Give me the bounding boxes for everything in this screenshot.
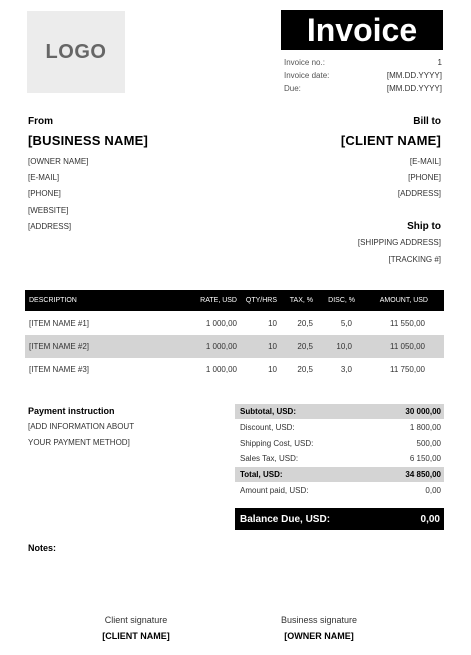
table-row bbox=[25, 358, 444, 381]
table-row bbox=[25, 335, 444, 358]
item-description: [ITEM NAME #3] bbox=[29, 365, 90, 374]
logo-text: LOGO bbox=[45, 40, 107, 63]
item-qty: 10 bbox=[268, 319, 277, 328]
from-address: [ADDRESS] bbox=[28, 222, 72, 231]
invoice-date-row bbox=[284, 71, 442, 80]
item-qty: 10 bbox=[268, 342, 277, 351]
col-description: DESCRIPTION bbox=[29, 297, 77, 304]
item-rate: 1 000,00 bbox=[205, 365, 237, 374]
discount-value: 1 800,00 bbox=[409, 423, 441, 432]
item-description: [ITEM NAME #1] bbox=[29, 319, 90, 328]
subtotal-value: 30 000,00 bbox=[405, 407, 441, 416]
bill-to-phone: [PHONE] bbox=[408, 173, 441, 182]
meta-value: [MM.DD.YYYY] bbox=[386, 71, 442, 80]
payment-line-2: YOUR PAYMENT METHOD] bbox=[28, 438, 130, 447]
bill-to-email: [E-MAIL] bbox=[409, 157, 441, 166]
balance-due-row bbox=[235, 508, 444, 530]
sales-tax-value: 6 150,00 bbox=[409, 454, 441, 463]
item-amount: 11 750,00 bbox=[390, 365, 425, 374]
notes-heading: Notes: bbox=[28, 543, 57, 553]
business-signature-name: [OWNER NAME] bbox=[284, 631, 354, 641]
subtotal-row bbox=[235, 404, 444, 419]
shipping-row bbox=[235, 436, 444, 451]
meta-value: 1 bbox=[437, 58, 442, 67]
discount-row bbox=[235, 420, 444, 435]
col-amount: AMOUNT, USD bbox=[379, 297, 428, 304]
item-amount: 11 050,00 bbox=[390, 342, 425, 351]
balance-label: Balance Due, USD: bbox=[240, 513, 331, 525]
bill-to-address: [ADDRESS] bbox=[397, 189, 441, 198]
sales-tax-label: Sales Tax, USD: bbox=[240, 454, 299, 463]
due-date-row bbox=[284, 84, 442, 93]
amount-paid-label: Amount paid, USD: bbox=[240, 486, 309, 495]
item-qty: 10 bbox=[268, 365, 277, 374]
meta-value: [MM.DD.YYYY] bbox=[386, 84, 442, 93]
logo-placeholder bbox=[27, 11, 125, 93]
item-description: [ITEM NAME #2] bbox=[29, 342, 90, 351]
invoice-number-row bbox=[284, 58, 442, 67]
item-tax: 20,5 bbox=[297, 319, 313, 328]
total-value: 34 850,00 bbox=[405, 470, 441, 479]
balance-value: 0,00 bbox=[420, 513, 440, 525]
from-phone: [PHONE] bbox=[28, 189, 61, 198]
col-tax: TAX, % bbox=[289, 297, 313, 304]
sales-tax-row bbox=[235, 451, 444, 466]
business-name: [BUSINESS NAME] bbox=[28, 133, 149, 148]
meta-label: Invoice date: bbox=[284, 71, 330, 80]
col-qty: QTY/HRS bbox=[245, 297, 277, 304]
item-disc: 3,0 bbox=[340, 365, 352, 374]
item-amount: 11 550,00 bbox=[390, 319, 425, 328]
payment-line-1: [ADD INFORMATION ABOUT bbox=[28, 422, 135, 431]
item-disc: 10,0 bbox=[336, 342, 352, 351]
from-heading: From bbox=[28, 116, 53, 127]
tracking-number: [TRACKING #] bbox=[388, 255, 441, 264]
invoice-title: Invoice bbox=[281, 10, 443, 50]
meta-label: Invoice no.: bbox=[284, 58, 325, 67]
payment-heading: Payment instruction bbox=[28, 406, 115, 416]
shipping-label: Shipping Cost, USD: bbox=[240, 439, 314, 448]
amount-paid-value: 0,00 bbox=[425, 486, 441, 495]
total-row bbox=[235, 467, 444, 482]
col-rate: RATE, USD bbox=[200, 297, 237, 304]
col-disc: DISC, % bbox=[328, 297, 355, 304]
item-tax: 20,5 bbox=[297, 365, 313, 374]
business-signature-label: Business signature bbox=[280, 615, 358, 625]
item-tax: 20,5 bbox=[297, 342, 313, 351]
owner-name: [OWNER NAME] bbox=[28, 157, 89, 166]
client-name: [CLIENT NAME] bbox=[340, 133, 441, 148]
from-email: [E-MAIL] bbox=[28, 173, 60, 182]
items-table-header bbox=[25, 290, 444, 311]
total-label: Total, USD: bbox=[240, 470, 283, 479]
from-website: [WEBSITE] bbox=[28, 206, 69, 215]
subtotal-label: Subtotal, USD: bbox=[240, 407, 296, 416]
discount-label: Discount, USD: bbox=[240, 423, 295, 432]
item-disc: 5,0 bbox=[340, 319, 352, 328]
item-rate: 1 000,00 bbox=[205, 342, 237, 351]
client-signature-name: [CLIENT NAME] bbox=[102, 631, 170, 641]
item-rate: 1 000,00 bbox=[205, 319, 237, 328]
bill-to-heading: Bill to bbox=[413, 116, 441, 127]
table-row bbox=[25, 312, 444, 335]
shipping-address: [SHIPPING ADDRESS] bbox=[357, 238, 441, 247]
shipping-value: 500,00 bbox=[416, 439, 441, 448]
client-signature-label: Client signature bbox=[104, 615, 168, 625]
ship-to-heading: Ship to bbox=[407, 221, 441, 232]
meta-label: Due: bbox=[284, 84, 301, 93]
amount-paid-row bbox=[235, 483, 444, 498]
